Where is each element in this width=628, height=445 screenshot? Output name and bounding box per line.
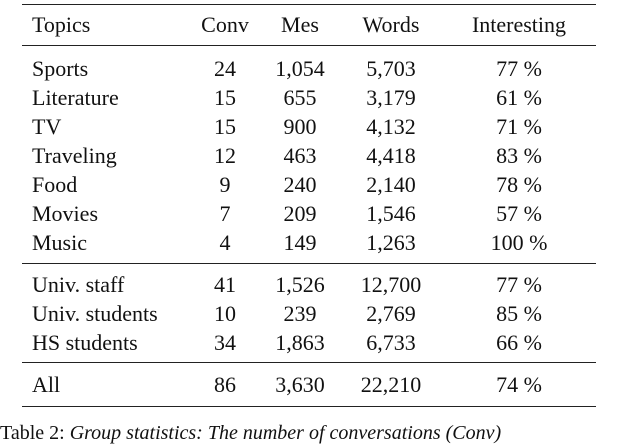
words-cell: 12,700 <box>360 272 422 297</box>
conv-cell: 41 <box>214 272 236 297</box>
table-header-row <box>22 5 596 45</box>
words-cell: 4,132 <box>366 114 416 139</box>
conv-cell: 9 <box>219 172 231 197</box>
row-label: Univ. students <box>32 301 158 326</box>
words-cell: 6,733 <box>366 330 416 355</box>
interesting-cell: 57 % <box>496 201 542 226</box>
mes-cell: 463 <box>283 143 317 168</box>
table-row <box>22 299 596 328</box>
interesting-cell: 66 % <box>496 330 542 355</box>
mes-cell: 1,054 <box>275 56 325 81</box>
mes-cell: 240 <box>283 172 317 197</box>
words-cell: 1,263 <box>366 230 416 255</box>
row-label: Sports <box>32 56 89 81</box>
conv-cell: 24 <box>214 56 236 81</box>
interesting-cell: 78 % <box>496 172 542 197</box>
table-row <box>22 328 596 357</box>
header-mes: Mes <box>281 12 319 37</box>
row-label: Univ. staff <box>32 272 125 297</box>
row-label: Music <box>32 230 87 255</box>
conv-cell: 10 <box>214 301 236 326</box>
header-interesting: Interesting <box>471 12 567 37</box>
statistics-table <box>22 0 596 407</box>
table-row <box>22 370 596 399</box>
mes-cell: 3,630 <box>275 372 325 397</box>
mes-cell: 239 <box>283 301 317 326</box>
total-group <box>22 363 596 406</box>
table-row <box>22 141 596 170</box>
table-row <box>22 228 596 257</box>
mes-cell: 1,863 <box>275 330 325 355</box>
conv-cell: 34 <box>214 330 236 355</box>
table-bottom-rule <box>22 406 596 407</box>
mes-cell: 900 <box>283 114 317 139</box>
interesting-cell: 77 % <box>496 272 542 297</box>
topics-group <box>22 46 596 263</box>
words-cell: 1,546 <box>366 201 416 226</box>
mes-cell: 209 <box>283 201 317 226</box>
words-cell: 2,140 <box>366 172 416 197</box>
interesting-cell: 100 % <box>490 230 548 255</box>
table-row <box>22 112 596 141</box>
mes-cell: 1,526 <box>275 272 325 297</box>
words-cell: 22,210 <box>360 372 422 397</box>
interesting-cell: 71 % <box>496 114 542 139</box>
interesting-cell: 85 % <box>496 301 542 326</box>
caption-label: Table 2: <box>0 422 65 444</box>
row-label: TV <box>32 114 62 139</box>
row-label: Food <box>32 172 78 197</box>
conv-cell: 86 <box>214 372 236 397</box>
caption-text: Group statistics: The number of conversations (Conv) <box>69 422 502 444</box>
words-cell: 5,703 <box>366 56 416 81</box>
table-row <box>22 170 596 199</box>
conv-cell: 4 <box>219 230 231 255</box>
words-cell: 4,418 <box>366 143 416 168</box>
table-row <box>22 54 596 83</box>
row-label: HS students <box>32 330 138 355</box>
table-row <box>22 83 596 112</box>
table-row <box>22 199 596 228</box>
row-label: Traveling <box>32 143 117 168</box>
table-row <box>22 270 596 299</box>
conv-cell: 12 <box>214 143 236 168</box>
interesting-cell: 83 % <box>496 143 542 168</box>
header-conv: Conv <box>201 12 249 37</box>
words-cell: 3,179 <box>366 85 416 110</box>
conv-cell: 15 <box>214 114 236 139</box>
mes-cell: 149 <box>283 230 317 255</box>
mes-cell: 655 <box>283 85 317 110</box>
conv-cell: 7 <box>219 201 231 226</box>
conv-cell: 15 <box>214 85 236 110</box>
interesting-cell: 77 % <box>496 56 542 81</box>
interesting-cell: 61 % <box>496 85 542 110</box>
row-label: Movies <box>32 201 98 226</box>
row-label: Literature <box>32 85 119 110</box>
header-topics: Topics <box>32 12 91 37</box>
row-label: All <box>32 372 61 397</box>
interesting-cell: 74 % <box>496 372 542 397</box>
words-cell: 2,769 <box>366 301 416 326</box>
table-caption <box>0 421 628 445</box>
header-words: Words <box>362 12 420 37</box>
annotators-group <box>22 264 596 362</box>
